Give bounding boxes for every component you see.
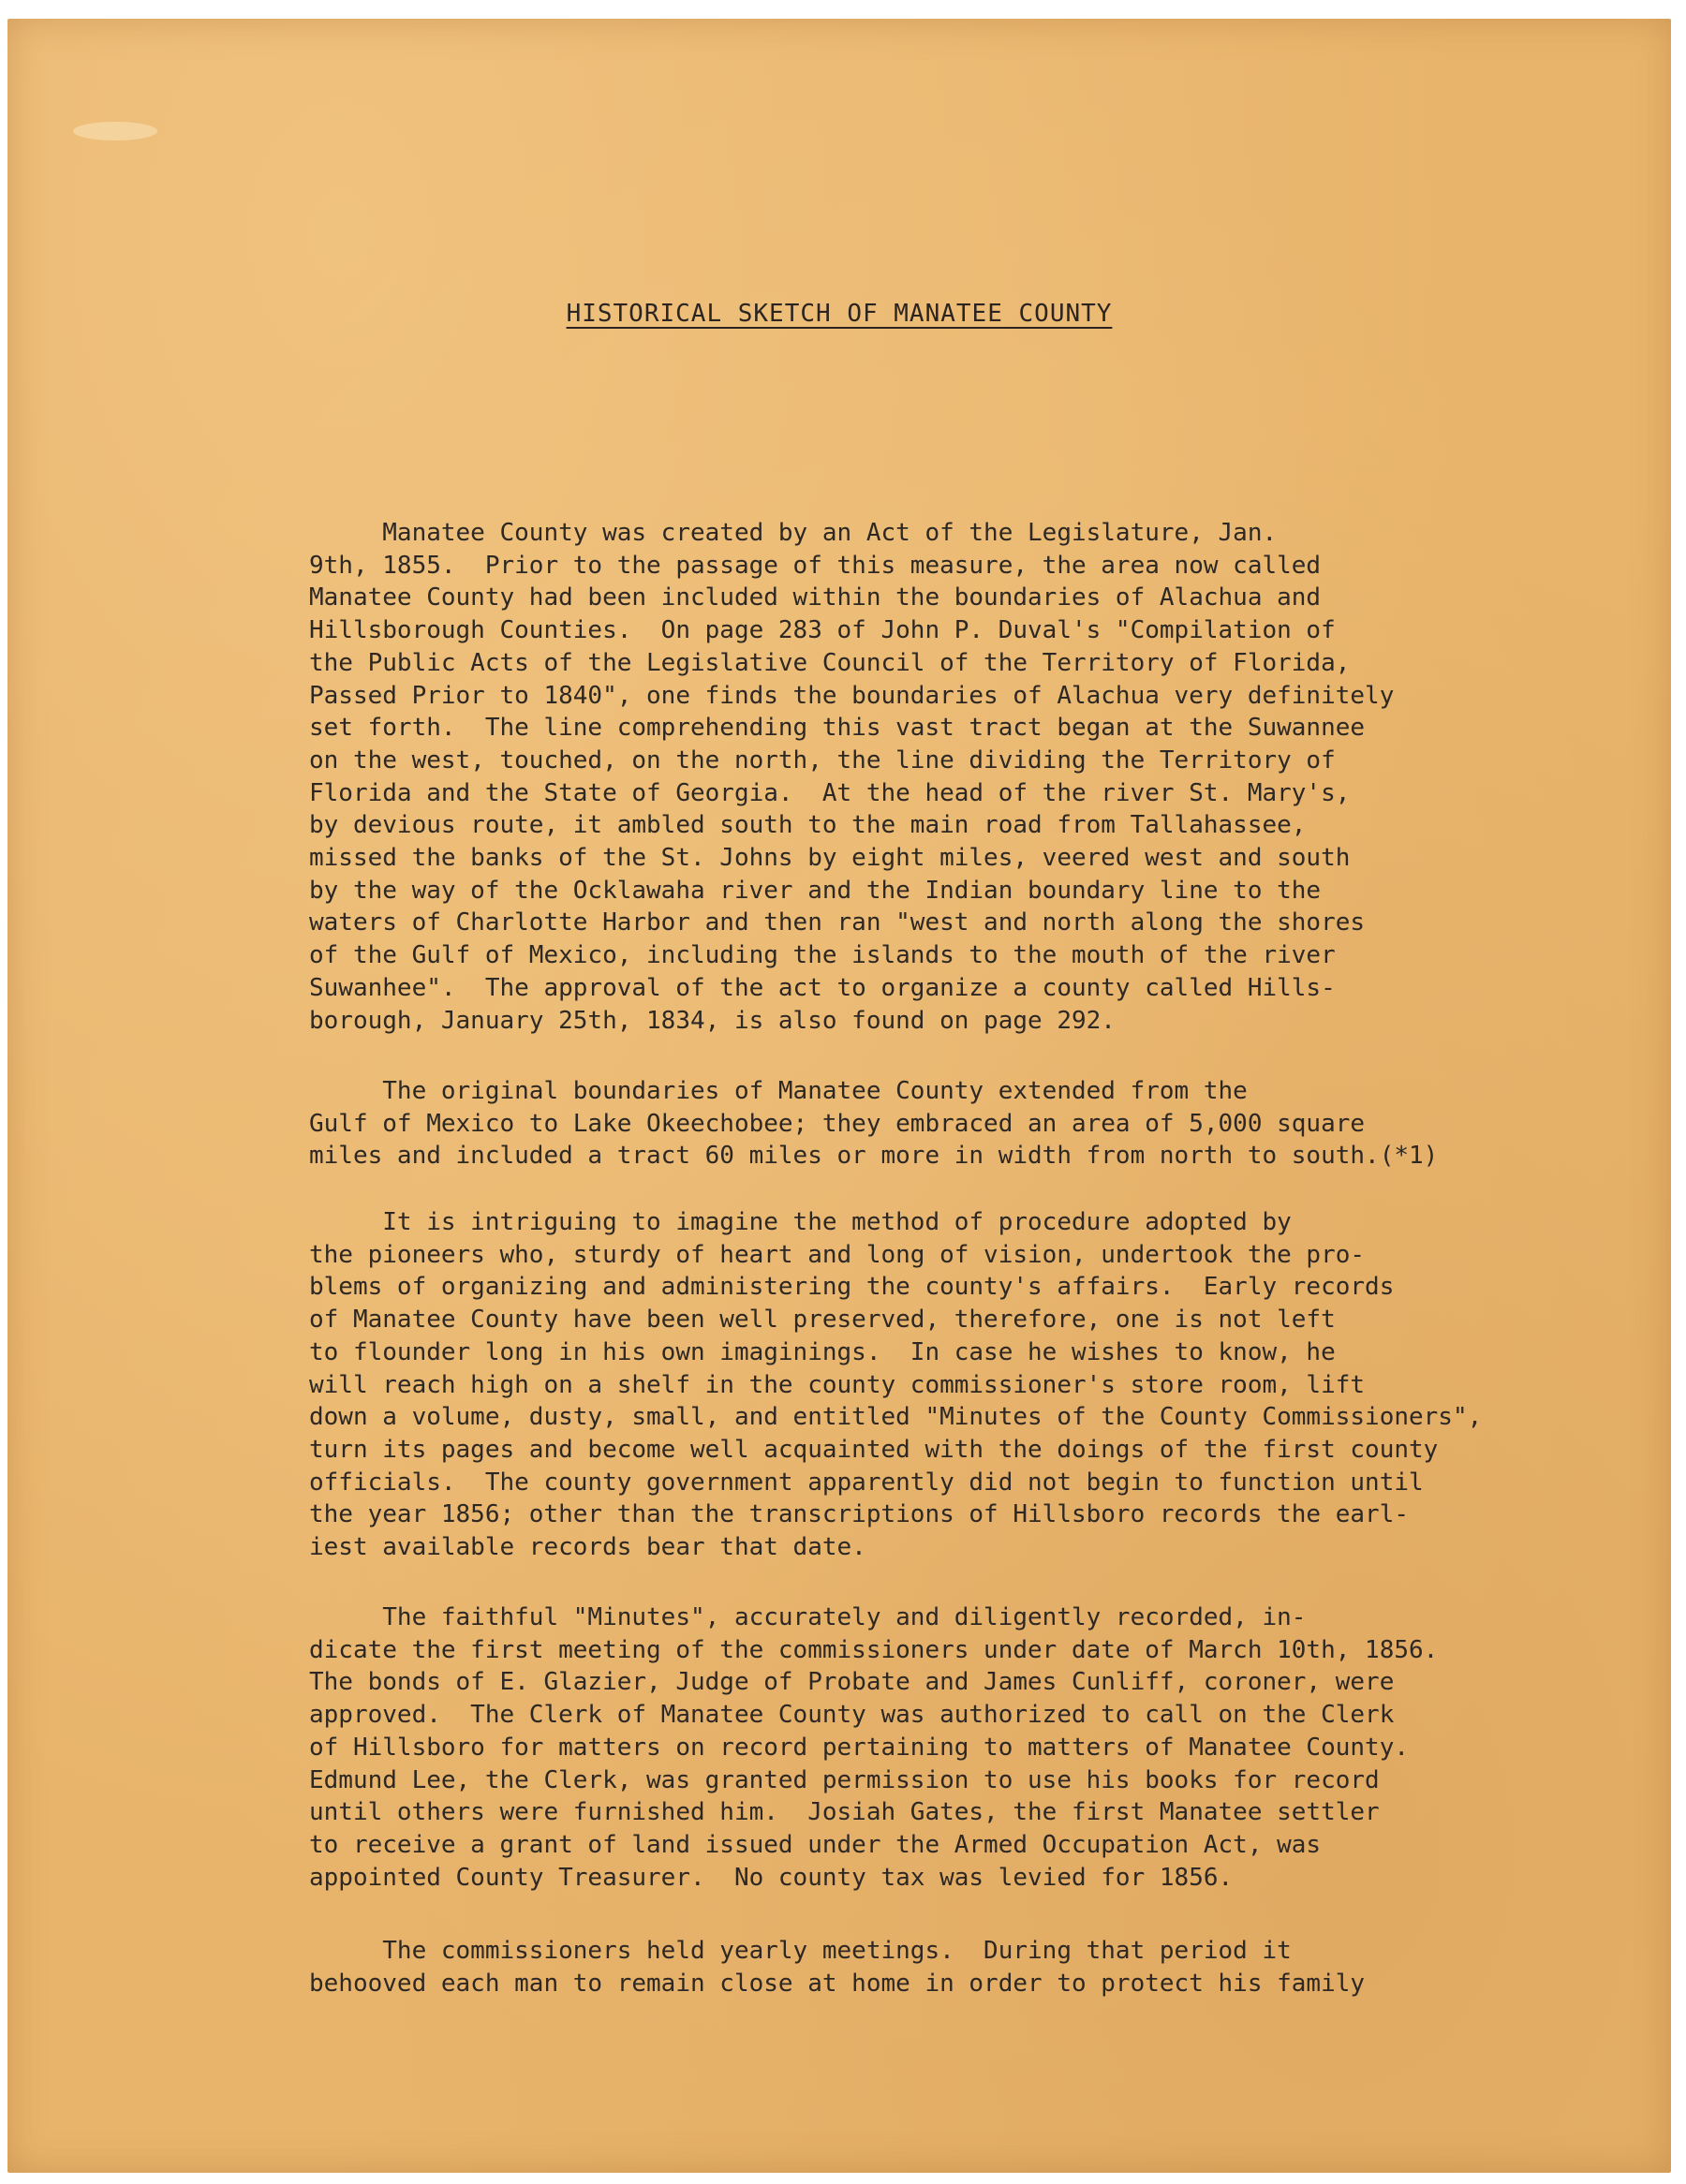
text-line: Manatee County was created by an Act of the Legislature, Jan. (309, 519, 1278, 547)
text-line: dicate the first meeting of the commissioners under date of March 10th, 1856. (309, 1635, 1439, 1664)
document-page (7, 19, 1671, 2173)
text-line: officials. The county government apparently did not begin to function until (309, 1468, 1424, 1497)
text-line: Hillsborough Counties. On page 283 of John P. Duval's "Compilation of (309, 616, 1336, 645)
text-line: The commissioners held yearly meetings. During that period it (309, 1937, 1292, 1965)
text-line: borough, January 25th, 1834, is also found on page 292. (309, 1006, 1116, 1035)
text-line: Manatee County had been included within the boundaries of Alachua and (309, 583, 1322, 612)
text-line: turn its pages and become well acquainted with the doings of the first county (309, 1435, 1439, 1464)
text-line: set forth. The line comprehending this vast tract began at the Suwannee (309, 714, 1366, 743)
text-line: on the west, touched, on the north, the line dividing the Territory of (309, 745, 1336, 775)
text-line: of the Gulf of Mexico, including the islands to the mouth of the river (309, 941, 1336, 970)
text-line: the pioneers who, sturdy of heart and long of vision, undertook the pro- (309, 1240, 1366, 1269)
text-line: Suwanhee". The approval of the act to organize a county called Hills- (309, 973, 1336, 1002)
text-line: missed the banks of the St. Johns by eight miles, veered west and south (309, 844, 1351, 873)
text-line: to flounder long in his own imaginings. In case he wishes to know, he (309, 1337, 1336, 1366)
text-line: to receive a grant of land issued under the Armed Occupation Act, was (309, 1830, 1322, 1859)
text-line: The faithful "Minutes", accurately and diligently recorded, in- (309, 1603, 1307, 1631)
text-line: waters of Charlotte Harbor and then ran "west and north along the shores (309, 908, 1366, 937)
text-line: Gulf of Mexico to Lake Okeechobee; they embraced an area of 5,000 square (309, 1109, 1366, 1138)
paragraph-boundaries (309, 1075, 1438, 1173)
text-line: iest available records bear that date. (309, 1533, 866, 1562)
text-line: of Manatee County have been well preserved, therefore, one is not left (309, 1306, 1336, 1335)
text-line: It is intriguing to imagine the method of procedure adopted by (309, 1208, 1292, 1236)
text-line: by the way of the Ocklawaha river and the Indian boundary line to the (309, 876, 1322, 905)
text-line: 9th, 1855. Prior to the passage of this measure, the area now called (309, 551, 1322, 580)
paragraph-creation (309, 517, 1394, 1037)
paragraph-early-records (309, 1206, 1482, 1564)
text-line: behooved each man to remain close at home in order to protect his family (309, 1969, 1366, 1998)
text-line: approved. The Clerk of Manatee County was authorized to call on the Clerk (309, 1701, 1395, 1730)
text-line: appointed County Treasurer. No county tax was levied for 1856. (309, 1863, 1234, 1892)
text-line: will reach high on a shelf in the county commissioner's store room, lift (309, 1370, 1366, 1399)
text-line: down a volume, dusty, small, and entitled "Minutes of the County Commissioners", (309, 1403, 1483, 1432)
text-line: of Hillsboro for matters on record pertaining to matters of Manatee County. (309, 1733, 1409, 1762)
paper-stain (73, 122, 157, 140)
document-title: HISTORICAL SKETCH OF MANATEE COUNTY (566, 300, 1113, 328)
text-line: by devious route, it ambled south to the main road from Tallahassee, (309, 811, 1307, 840)
text-line: blems of organizing and administering the county's affairs. Early records (309, 1273, 1395, 1302)
paragraph-yearly-meetings (309, 1935, 1365, 2000)
text-line: miles and included a tract 60 miles or more in width from north to south.(*1) (309, 1142, 1439, 1171)
text-line: the year 1856; other than the transcriptions of Hillsboro records the earl- (309, 1500, 1409, 1529)
text-line: The original boundaries of Manatee County extended from the (309, 1077, 1248, 1105)
paragraph-first-meeting (309, 1601, 1438, 1894)
text-line: Florida and the State of Georgia. At the head of the river St. Mary's, (309, 778, 1351, 807)
text-line: The bonds of E. Glazier, Judge of Probate and James Cunliff, coroner, were (309, 1668, 1395, 1697)
text-line: Passed Prior to 1840", one finds the boundaries of Alachua very definitely (309, 681, 1395, 710)
text-line: the Public Acts of the Legislative Council of the Territory of Florida, (309, 648, 1351, 677)
text-line: until others were furnished him. Josiah Gates, the first Manatee settler (309, 1798, 1380, 1827)
text-line: Edmund Lee, the Clerk, was granted permission to use his books for record (309, 1765, 1380, 1794)
